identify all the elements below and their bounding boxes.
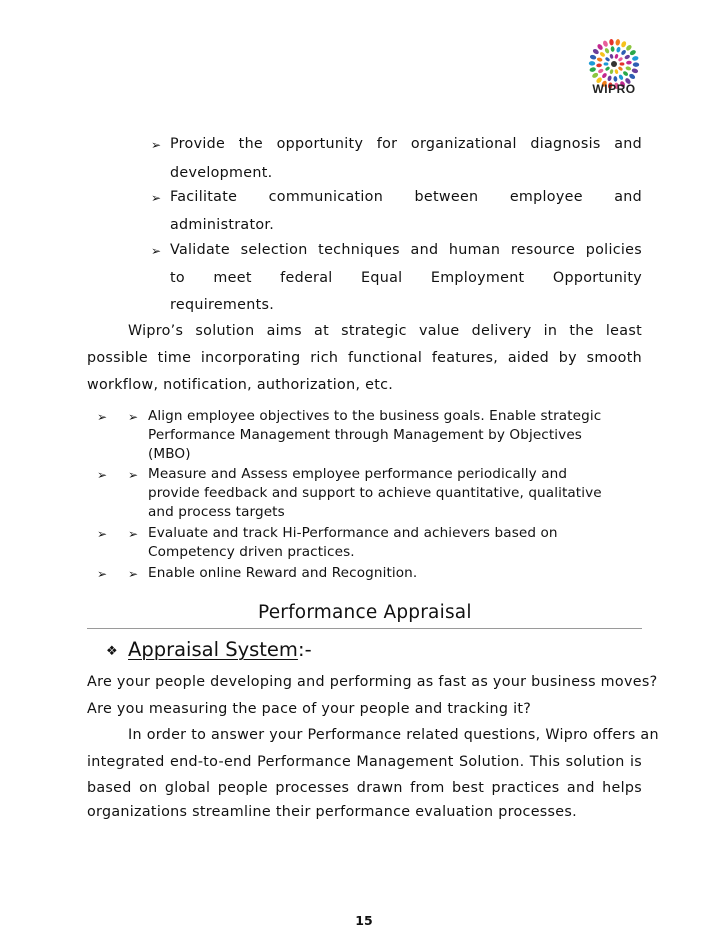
para2-line-2: Are you measuring the pace of your people and tracking it? <box>87 701 532 717</box>
sub-bullet-2-line-2: administrator. <box>170 217 275 233</box>
logo-petal <box>618 66 624 71</box>
feature-3-line-2: Competency driven practices. <box>148 544 355 560</box>
para2-line-1: Are your people developing and performing as fast as your business moves? <box>87 674 658 690</box>
sub-bullet-1-line-2: development. <box>170 165 273 181</box>
logo-petal <box>605 57 611 62</box>
logo-petal <box>613 76 617 82</box>
logo-petal <box>626 60 632 64</box>
logo-petal <box>596 57 602 62</box>
logo-petal <box>591 72 599 79</box>
sub-bullet-3-line-2: to meet federal Equal Employment Opportunity <box>170 270 642 286</box>
section-rule <box>87 628 642 629</box>
arrow-bullet-icon: ➢ <box>97 527 108 541</box>
logo-petal <box>607 75 612 81</box>
arrow-bullet-icon: ➢ <box>128 527 139 541</box>
arrow-bullet-icon: ➢ <box>151 191 162 205</box>
logo-text: WIPRO <box>592 82 636 96</box>
logo-petal <box>618 74 624 81</box>
logo-petal <box>625 66 631 71</box>
logo-petal <box>604 62 609 65</box>
logo-petal <box>628 73 636 80</box>
para1-line-1: Wipro’s solution aims at strategic value delivery in the least <box>128 323 642 339</box>
logo-petal <box>620 49 627 56</box>
sub-bullet-1-line-1: Provide the opportunity for organizational diagnosis and <box>170 136 642 152</box>
logo-petal <box>620 62 625 65</box>
logo-petal <box>631 68 638 74</box>
arrow-bullet-icon: ➢ <box>151 138 162 152</box>
arrow-bullet-icon: ➢ <box>97 468 108 482</box>
logo-petal <box>609 54 614 60</box>
logo-petal <box>604 47 610 54</box>
sub-bullet-3-line-3: requirements. <box>170 297 275 313</box>
logo-petal <box>602 40 609 48</box>
appraisal-system-heading: Appraisal System <box>128 638 298 661</box>
para3-line-2: integrated end-to-end Performance Management Solution. This solution is <box>87 754 642 770</box>
para3-line-4: organizations streamline their performance evaluation processes. <box>87 804 577 820</box>
diamond-bullet-icon: ❖ <box>106 644 118 659</box>
feature-1-line-2: Performance Management through Management by Objectives <box>148 427 582 443</box>
feature-4-line-1: Enable online Reward and Recognition. <box>148 565 418 581</box>
logo-petal <box>620 40 627 48</box>
logo-petal <box>614 54 619 60</box>
logo-petal <box>592 48 600 55</box>
para3-line-1: In order to answer your Performance related questions, Wipro offers an <box>128 727 659 743</box>
feature-2-line-1: Measure and Assess employee performance periodically and <box>148 466 568 482</box>
logo-petal <box>624 54 631 60</box>
logo-petal <box>597 68 604 74</box>
logo-petal <box>605 66 611 71</box>
logo-petal <box>589 67 596 73</box>
feature-3-line-1: Evaluate and track Hi-Performance and achievers based on <box>148 525 558 541</box>
logo-petal <box>625 44 633 52</box>
feature-1-line-1: Align employee objectives to the business goals. Enable strategic <box>148 408 602 424</box>
page-number: 15 <box>355 913 373 928</box>
appraisal-system-suffix: :- <box>298 638 312 661</box>
logo-petal <box>609 39 614 46</box>
para1-line-2: possible time incorporating rich functional features, aided by smooth <box>87 350 642 366</box>
logo-petal <box>610 46 614 52</box>
logo-petal <box>601 72 608 79</box>
para1-line-3: workflow, notification, authorization, etc. <box>87 377 394 393</box>
logo-petal <box>614 69 619 75</box>
logo-petal <box>596 63 602 67</box>
logo-petal <box>599 51 606 58</box>
logo-petal <box>589 54 596 60</box>
arrow-bullet-icon: ➢ <box>128 410 139 424</box>
feature-2-line-2: provide feedback and support to achieve quantitative, qualitative <box>148 485 602 501</box>
feature-2-line-3: and process targets <box>148 504 285 520</box>
feature-1-line-3: (MBO) <box>148 446 191 462</box>
logo-petal <box>616 46 621 52</box>
logo-petal <box>633 62 640 67</box>
sub-bullet-3-line-1: Validate selection techniques and human resource policies <box>170 242 642 258</box>
arrow-bullet-icon: ➢ <box>128 567 139 581</box>
arrow-bullet-icon: ➢ <box>97 410 108 424</box>
logo-petal <box>618 57 624 62</box>
logo-petal <box>629 49 637 56</box>
logo-petal <box>596 43 603 51</box>
logo-petal <box>609 69 614 75</box>
para3-line-3: based on global people processes drawn from best practices and helps <box>87 780 642 796</box>
logo-petal <box>632 55 639 61</box>
arrow-bullet-icon: ➢ <box>128 468 139 482</box>
logo-petal <box>615 39 620 46</box>
sub-bullet-2-line-1: Facilitate communication between employee and <box>170 189 642 205</box>
section-title: Performance Appraisal <box>258 602 472 623</box>
logo-petal <box>622 70 629 77</box>
logo-petal <box>589 61 596 66</box>
arrow-bullet-icon: ➢ <box>97 567 108 581</box>
arrow-bullet-icon: ➢ <box>151 244 162 258</box>
